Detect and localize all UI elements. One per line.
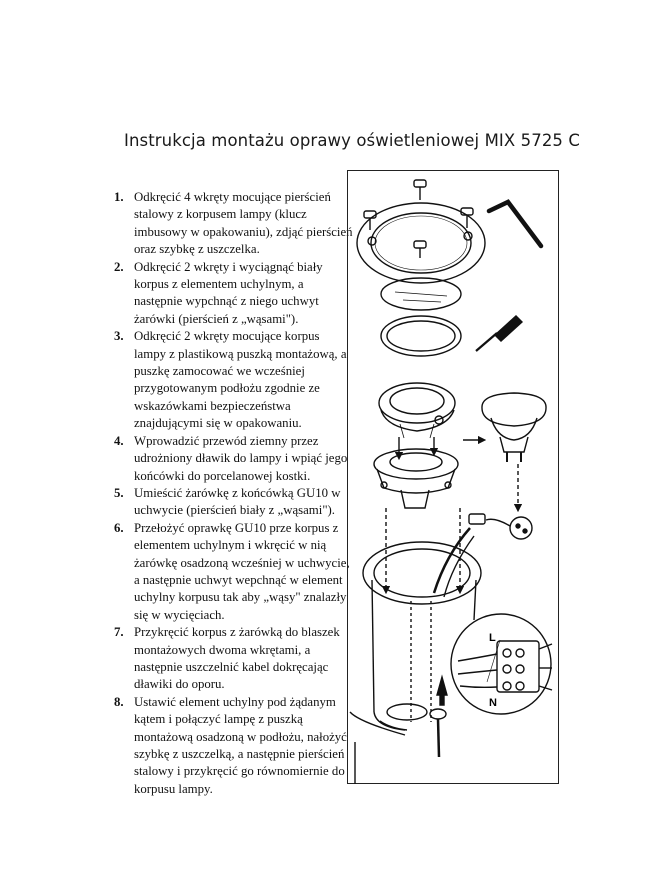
- hex-key-icon: [489, 202, 541, 246]
- step-text: końcówki do porcelanowej kostki.: [134, 468, 311, 483]
- screwdriver-icon: [476, 316, 522, 351]
- step-text: stalowy z korpusem lampy (klucz: [134, 207, 307, 222]
- step-text: znajdującymi się w opakowaniu.: [134, 416, 302, 431]
- step-text: szybkę z uszczelką, a następnie pierścień: [134, 747, 345, 761]
- bulb-holder-icon: [482, 393, 546, 462]
- step-text: Ustawić element uchylny pod żądanym: [134, 694, 336, 709]
- step-text: korpusu lampy.: [134, 781, 213, 796]
- step-text: kątem i połączyć lampę z puszką: [134, 712, 303, 727]
- step-text: się w wycięciach.: [134, 607, 225, 622]
- step-number: 3.: [114, 329, 124, 344]
- step-text: lampy z plastikową puszką montażową, a: [134, 346, 347, 361]
- exploded-assembly-diagram: [340, 168, 570, 788]
- step-number: 1.: [114, 190, 124, 204]
- assembly-arrow-icon: [386, 437, 518, 590]
- step-text: Przykręcić korpus z żarówką do blaszek: [134, 625, 340, 640]
- connector-detail-icon: [451, 614, 552, 714]
- step-text: stalowy i przykręcić go równomiernie do: [134, 764, 345, 779]
- step-number: 5.: [114, 485, 124, 500]
- label-live: L: [489, 632, 496, 644]
- step-text: żarówki (pierścień z „wąsami").: [134, 311, 299, 326]
- step-text: Odkręcić 2 wkręty i wyciągnąć biały: [134, 259, 323, 274]
- step-text: imbusowy w opakowaniu), zdjąć pierścień: [134, 224, 353, 239]
- step-text: puszkę zamocować we wcześniej: [134, 364, 305, 379]
- step-text: udrożniony dławik do lampy i wpiąć jego: [134, 451, 348, 466]
- lamp-body-icon: [374, 449, 458, 508]
- step-2: [114, 259, 364, 329]
- up-arrow-icon: [437, 677, 447, 705]
- step-text: uchylny korpusu tak aby „wąsy" znalazły: [134, 590, 347, 605]
- step-8: [114, 694, 364, 798]
- step-text: następnie uszczelnić kabel dokręcając: [134, 659, 329, 674]
- step-3: [114, 328, 364, 432]
- step-number: 8.: [114, 694, 124, 709]
- gu10-socket-icon: [469, 514, 532, 539]
- page-title: Instrukcja montażu oprawy oświetleniowej MIX 5725 C: [124, 131, 580, 150]
- step-text: korpus z elementem uchylnym, a: [134, 277, 304, 292]
- step-text: następnie wypchnąć z niego uchwyt: [134, 294, 319, 309]
- step-text: Przełożyć oprawkę GU10 prze korpus z: [134, 520, 339, 535]
- step-text: dławiki do oporu.: [134, 677, 225, 692]
- step-text: elementem uchylnym i wkręcić w nią: [134, 538, 327, 553]
- step-1: [114, 189, 364, 259]
- mounting-box-icon: [363, 528, 481, 730]
- step-text: Umieścić żarówkę z końcówką GU10 w: [134, 485, 341, 500]
- label-neutral: N: [489, 697, 497, 709]
- step-text: montażowych dwoma wkrętami, a: [134, 642, 311, 657]
- step-number: 6.: [114, 520, 124, 535]
- step-number: 7.: [114, 625, 124, 640]
- step-text: żarówkę osadzoną wcześniej w uchwycie,: [134, 555, 350, 570]
- step-text: uchwycie (pierścień biały z „wąsami").: [134, 503, 336, 518]
- step-text: Odkręcić 2 wkręty mocujące korpus: [134, 329, 320, 344]
- step-7: [114, 624, 364, 694]
- tilt-housing-icon: [379, 383, 455, 438]
- screw-icon: [364, 180, 473, 258]
- step-number: 4.: [114, 433, 124, 448]
- instruction-steps: [114, 189, 364, 798]
- step-text: oraz szybkę z uszczelka.: [134, 242, 260, 257]
- step-text: montażową osadzoną w podłożu, nałożyć: [134, 729, 347, 744]
- step-text: wskazówkami bezpieczeństwa: [134, 398, 291, 413]
- step-4: [114, 433, 364, 485]
- step-text: a następnie uchwyt wepchnąć w element: [134, 572, 343, 587]
- gasket-icon: [381, 316, 461, 356]
- step-5: [114, 485, 364, 520]
- step-text: Wprowadzić przewód ziemny przez: [134, 433, 319, 448]
- step-text: Odkręcić 4 wkręty mocujące pierścień: [134, 190, 331, 204]
- step-text: przygotowanym podłożu zgodnie ze: [134, 381, 320, 396]
- step-6: [114, 520, 364, 624]
- step-number: 2.: [114, 259, 124, 274]
